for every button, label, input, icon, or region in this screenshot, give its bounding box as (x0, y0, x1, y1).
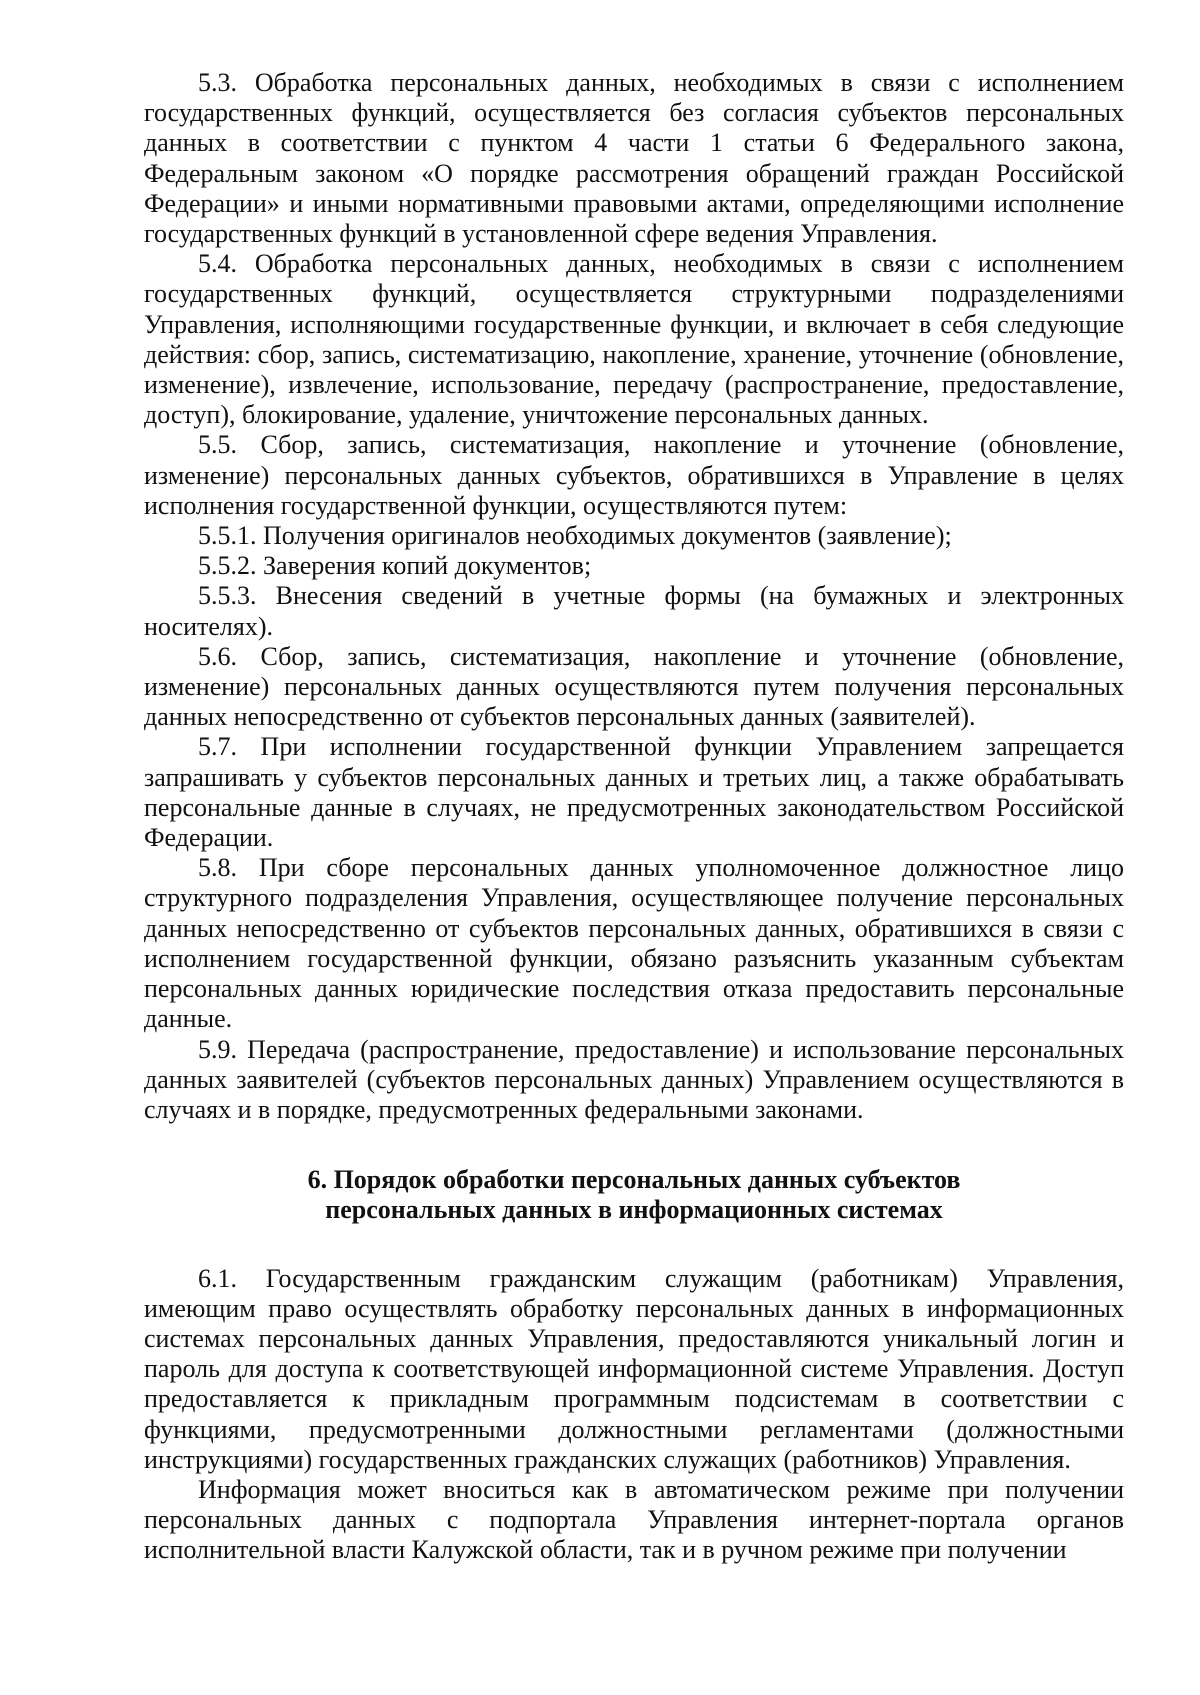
paragraph-5-3: 5.3. Обработка персональных данных, необходимых в связи с исполнением государственных функций, осуществляется без согласия субъектов персональных данных в соответствии с пунктом 4 части 1 статьи 6 Федерального закона, Федеральным законом «О порядке рассмотрения обращений граждан Российской Федерации» и иными нормативными правовыми актами, определяющими исполнение государственных функций в установленной сфере ведения Управления. (144, 68, 1124, 249)
section-6-heading-line-2: персональных данных в информационных системах (325, 1195, 943, 1225)
paragraph-5-5-2: 5.5.2. Заверения копий документов; (198, 551, 592, 581)
paragraph-5-8: 5.8. При сборе персональных данных уполномоченное должностное лицо структурного подразделения Управления, осуществляющее получение персональных данных непосредственно от субъектов персональных данных, обратившихся в связи с исполнением государственной функции, обязано разъяснить указанным субъектам персональных данных юридические последствия отказа предоставить персональные данные. (144, 853, 1124, 1034)
paragraph-5-5-1: 5.5.1. Получения оригиналов необходимых документов (заявление); (198, 521, 952, 551)
section-6-heading (144, 1165, 1124, 1225)
paragraph-5-7: 5.7. При исполнении государственной функции Управлением запрещается запрашивать у субъектов персональных данных и третьих лиц, а также обрабатывать персональные данные в случаях, не предусмотренных законодательством Российской Федерации. (144, 732, 1124, 853)
paragraph-5-5: 5.5. Сбор, запись, систематизация, накопление и уточнение (обновление, изменение) персональных данных субъектов, обратившихся в Управление в целях исполнения государственной функции, осуществляются путем: (144, 430, 1124, 520)
section-6-heading-line-1: 6. Порядок обработки персональных данных субъектов (307, 1165, 961, 1195)
document-page (144, 68, 1124, 1566)
paragraph-5-5-3: 5.5.3. Внесения сведений в учетные формы (на бумажных и электронных носителях). (144, 581, 1124, 641)
paragraph-5-4: 5.4. Обработка персональных данных, необходимых в связи с исполнением государственных функций, осуществляется структурными подразделениями Управления, исполняющими государственные функции, и включает в себя следующие действия: сбор, запись, систематизацию, накопление, хранение, уточнение (обновление, изменение), извлечение, использование, передачу (распространение, предоставление, доступ), блокирование, удаление, уничтожение персональных данных. (144, 249, 1124, 430)
paragraph-6-1: 6.1. Государственным гражданским служащим (работникам) Управления, имеющим право осуществлять обработку персональных данных в информационных системах персональных данных Управления, предоставляются уникальный логин и пароль для доступа к соответствующей информационной системе Управления. Доступ предоставляется к прикладным программным подсистемам в соответствии с функциями, предусмотренными должностными регламентами (должностными инструкциями) государственных гражданских служащих (работников) Управления. (144, 1263, 1124, 1474)
paragraph-5-9: 5.9. Передача (распространение, предоставление) и использование персональных данных заявителей (субъектов персональных данных) Управлением осуществляются в случаях и в порядке, предусмотренных федеральными законами. (144, 1034, 1124, 1124)
paragraph-5-6: 5.6. Сбор, запись, систематизация, накопление и уточнение (обновление, изменение) персональных данных осуществляются путем получения персональных данных непосредственно от субъектов персональных данных (заявителей). (144, 641, 1124, 732)
paragraph-information-entry: Информация может вноситься как в автоматическом режиме при получении персональных данных с подпортала Управления интернет-портала органов исполнительной власти Калужской области, так и в ручном режиме при получении (144, 1474, 1124, 1565)
